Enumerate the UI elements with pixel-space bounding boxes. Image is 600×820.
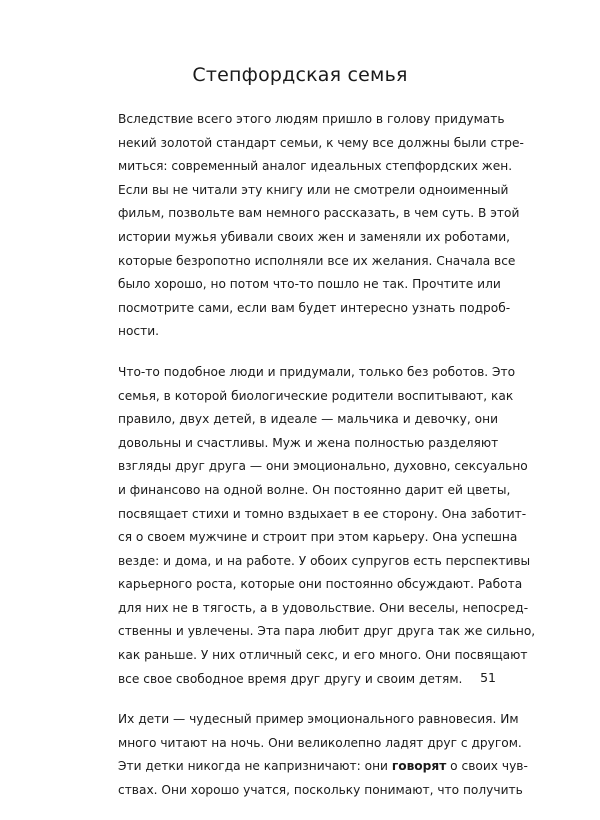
text-line: посмотрите сами, если вам будет интересно узнать подроб- — [118, 300, 511, 315]
text-line: и финансово на одной волне. Он постоянно дарит ей цветы, — [118, 482, 511, 497]
text-line: семья, в которой биологические родители воспитывают, как — [118, 388, 514, 403]
text-line: посвящает стихи и томно вздыхает в ее сторону. Она заботит- — [118, 506, 527, 521]
paragraph — [118, 361, 536, 691]
text-line: как раньше. У них отличный секс, и его много. Они посвящают — [118, 648, 528, 663]
text-line: много читают на ночь. Они великолепно ладят друг с другом. — [118, 735, 522, 750]
text-line: Если вы не читали эту книгу или не смотрели одноименный — [118, 182, 509, 197]
text-segment: о своих чув- — [446, 759, 528, 774]
text-line: для них не в тягость, а в удовольствие. Они веселы, непосред- — [118, 600, 529, 615]
text-line — [118, 755, 528, 779]
text-line: карьерного роста, которые они постоянно обсуждают. Работа — [118, 577, 523, 592]
text-line: ственны и увлечены. Эта пара любит друг друга так же сильно, — [118, 624, 536, 639]
text-line: ствах. Они хорошо учатся, поскольку понимают, что получить — [118, 783, 523, 798]
text-line: миться: современный аналог идеальных степфордских жен. — [118, 159, 513, 174]
text-line: все свое свободное время друг другу и своим детям. — [118, 671, 463, 686]
text-line: было хорошо, но потом что-то пошло не так. Прочтите или — [118, 277, 501, 292]
text-line: некий золотой стандарт семьи, к чему все должны были стре- — [118, 135, 524, 150]
text-line: довольны и счастливы. Муж и жена полностью разделяют — [118, 435, 499, 450]
text-line: ся о своем мужчине и строит при этом карьеру. Она успешна — [118, 530, 518, 545]
chapter-title: Степфордская семья — [192, 64, 408, 86]
text-segment: Эти детки никогда не капризничают: они — [118, 759, 392, 774]
text-line: которые безропотно исполняли все их желания. Сначала все — [118, 253, 516, 268]
text-line: правило, двух детей, в идеале — мальчика и девочку, они — [118, 412, 498, 427]
paragraph — [118, 108, 524, 344]
page-number: 51 — [480, 670, 496, 685]
text-line: везде: и дома, и на работе. У обоих супругов есть перспективы — [118, 553, 531, 568]
bold-word: говорят — [391, 759, 447, 774]
text-line: ности. — [118, 324, 160, 339]
text-line: взгляды друг друга — они эмоционально, духовно, сексуально — [118, 459, 528, 474]
text-line: Что-то подобное люди и придумали, только без роботов. Это — [118, 364, 516, 379]
text-line: Их дети — чудесный пример эмоционального равновесия. Им — [118, 712, 519, 727]
text-line: Вследствие всего этого людям пришло в голову придумать — [118, 112, 505, 126]
text-line: истории мужья убивали своих жен и заменяли их роботами, — [118, 229, 511, 244]
text-line: фильм, позвольте вам немного рассказать, в чем суть. В этой — [118, 206, 520, 221]
body-text — [118, 108, 536, 820]
paragraph — [118, 708, 528, 802]
